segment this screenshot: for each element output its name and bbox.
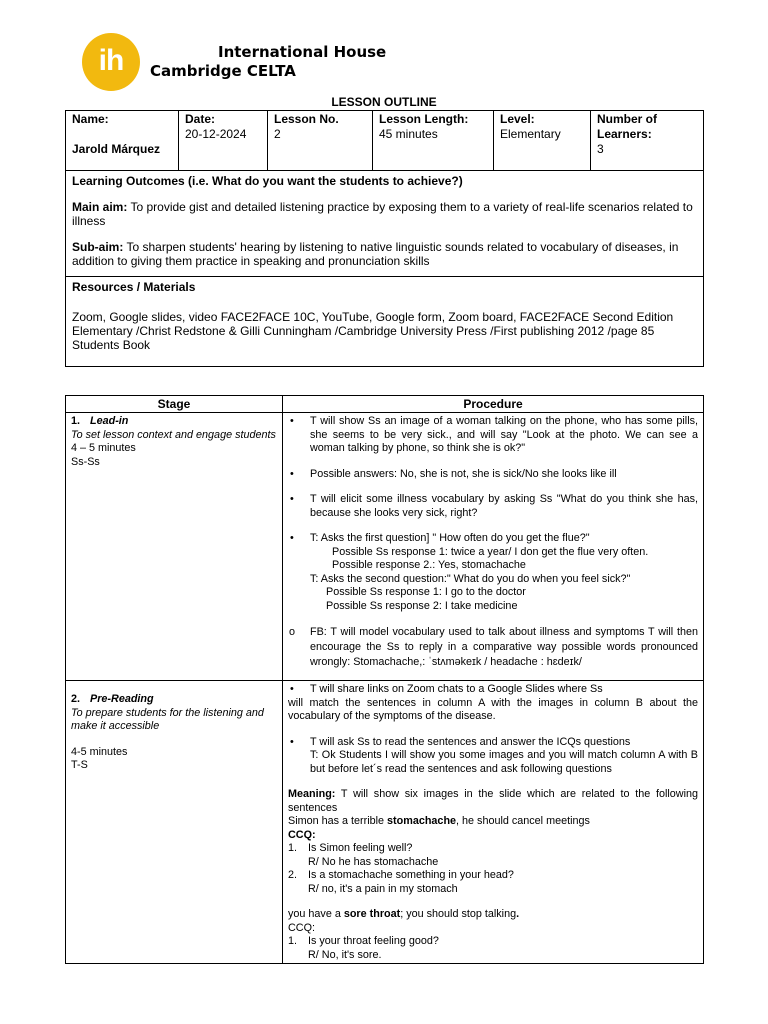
main-aim-label: Main aim: <box>72 200 128 214</box>
ccq-number: 1. <box>288 842 298 854</box>
lesson-no-cell <box>268 111 373 171</box>
stage-number: 2. <box>71 693 81 705</box>
stage-time: 4 – 5 minutes <box>71 442 136 454</box>
sentence-text: you have a <box>288 908 344 920</box>
ccq-answer: R/ no, it's a pain in my stomach <box>308 882 458 895</box>
sentence-text: Simon has a terrible <box>288 815 388 827</box>
ccq-question <box>288 842 698 856</box>
learners-value: 3 <box>597 142 604 156</box>
stage-title-lead-in <box>71 415 277 429</box>
response-line: Possible Ss response 2: I take medicine <box>326 599 518 612</box>
stage-title-pre-reading <box>71 693 277 707</box>
response-line: Possible Ss response 1: I go to the doctor <box>326 586 526 598</box>
meaning-label: Meaning: <box>288 788 336 800</box>
resources-text: Zoom, Google slides, video FACE2FACE 10C, YouTube, Google form, Zoom board, FACE2FACE Second Edition Elementary /Christ Redstone & Gilli Cunningham /Cambridge University Press /First publishing 2012 /page 85 Students Book <box>72 310 674 352</box>
sub-aim-text: To sharpen students' hearing by listening to native linguistic sounds related to vocabulary of diseases, in addition to giving them practice in speaking and pronunciation skills <box>72 240 679 268</box>
meaning-paragraph <box>288 788 698 815</box>
example-sentence <box>288 908 698 922</box>
level-label: Level: <box>500 112 535 126</box>
stage-number: 1. <box>71 415 81 427</box>
stage-description: To prepare students for the listening and make it accessible <box>71 706 264 732</box>
stage-cell-pre-reading <box>66 681 283 964</box>
response-line: Possible Ss response 1: twice a year/ I don get the flue very often. <box>332 545 649 558</box>
stage-row-pre-reading <box>66 681 704 964</box>
sentence-text: , he should cancel meetings <box>456 815 590 827</box>
procedure-cell-pre-reading <box>283 681 704 964</box>
sentence-end: . <box>516 908 520 920</box>
lesson-outline-title: LESSON OUTLINE <box>331 95 437 109</box>
sub-aim <box>72 240 697 268</box>
ccq-number: 1. <box>288 935 298 947</box>
ccq-question <box>288 869 698 883</box>
ccq-question-text: Is your throat feeling good? <box>308 935 439 947</box>
feedback-item: o FB: T will model vocabulary used to talk about illness and symptoms T will then encourage the Ss to reply in a comparative way possible words pronounced wrongly: Stomachache,: ˈstʌməkeɪk / headache : hɛdeɪk/ <box>288 625 698 670</box>
level-cell <box>494 111 591 171</box>
procedure-item <box>288 532 698 613</box>
procedure-item: • T will elicit some illness vocabulary by asking Ss "What do you think she has, because she looks very sick, right? <box>288 493 698 520</box>
name-value: Jarold Márquez <box>72 142 161 156</box>
ccq-number: 2. <box>288 869 298 881</box>
target-word: stomachache <box>387 815 457 827</box>
response-line: Possible response 2.: Yes, stomachache <box>332 559 526 571</box>
date-value: 20-12-2024 <box>185 127 247 141</box>
lesson-length-cell <box>373 111 494 171</box>
lesson-length-label: Lesson Length: <box>379 112 469 126</box>
ccq-label: CCQ: <box>288 921 315 934</box>
example-sentence <box>288 815 698 829</box>
procedure-item: • Possible answers: No, she is not, she is sick/No she looks like ill <box>288 468 698 482</box>
resources-section <box>66 277 704 367</box>
stage-interaction: T-S <box>71 759 88 771</box>
name-label: Name: <box>72 112 109 126</box>
date-label: Date: <box>185 112 216 126</box>
meaning-text: T will show six images in the slide which are related to the following sentences <box>288 788 698 814</box>
lesson-no-value: 2 <box>274 127 281 141</box>
main-aim <box>72 200 697 228</box>
ccq-label: CCQ: <box>288 828 316 841</box>
ccq-question-text: Is Simon feeling well? <box>308 842 413 854</box>
stage-description: To set lesson context and engage students <box>71 428 276 441</box>
sub-aim-label: Sub-aim: <box>72 240 124 254</box>
ih-logo: ih <box>82 33 140 91</box>
resources-heading: Resources / Materials <box>72 280 196 294</box>
question-line: • T: Asks the first question] " How often do you get the flue?" <box>310 532 590 544</box>
stage-name: Lead-in <box>90 415 129 427</box>
question-line: T: Asks the second question:" What do you do when you feel sick?" <box>310 572 631 585</box>
org-name-line1: International House <box>218 43 387 61</box>
procedure-item: • T will share links on Zoom chats to a Google Slides where Ss <box>288 683 698 697</box>
date-cell <box>179 111 268 171</box>
stage-time: 4-5 minutes <box>71 745 128 758</box>
ccq-question-text: Is a stomachache something in your head? <box>308 869 514 881</box>
stage-cell-lead-in <box>66 413 283 681</box>
procedure-column-header: Procedure <box>283 396 704 413</box>
procedure-cell-lead-in <box>283 413 704 681</box>
main-aim-text: To provide gist and detailed listening practice by exposing them to a variety of real-life scenarios related to illness <box>72 200 693 228</box>
stage-column-header: Stage <box>66 396 283 413</box>
procedure-item: • T will show Ss an image of a woman talking on the phone, who has some pills, she seems to be very sick., and will say "Look at the photo. We can see a woman talking by phone, so think she is ok?" <box>288 415 698 456</box>
level-value: Elementary <box>500 127 561 141</box>
ccq-answer: R/ No he has stomachache <box>308 855 439 868</box>
sentence-text: ; you should stop talking <box>400 908 517 920</box>
learning-outcomes-section <box>66 171 704 277</box>
ccq-question <box>288 935 698 949</box>
lesson-outline-table <box>65 110 704 367</box>
learning-outcomes-heading: Learning Outcomes (i.e. What do you want the students to achieve?) <box>72 174 463 188</box>
ccq-answer: R/ No, it's sore. <box>308 948 382 961</box>
page-header <box>82 30 482 90</box>
stage-name: Pre-Reading <box>90 693 154 705</box>
name-cell <box>66 111 179 171</box>
org-name-line2: Cambridge CELTA <box>150 62 296 80</box>
procedure-item-continuation: will match the sentences in column A with the images in column B about the vocabulary of the symptoms of the disease. <box>288 696 698 722</box>
learners-cell <box>591 111 704 171</box>
stage-row-lead-in <box>66 413 704 681</box>
procedure-item-continuation: T: Ok Students I will show you some images and you will match column A with B but before let´s read the sentences and ask following questions <box>310 749 698 775</box>
target-word: sore throat <box>343 908 401 920</box>
stage-interaction: Ss-Ss <box>71 455 100 468</box>
procedure-table <box>65 395 704 964</box>
procedure-item: • T will ask Ss to read the sentences and answer the ICQs questions <box>288 736 698 750</box>
lesson-no-label: Lesson No. <box>274 112 339 126</box>
learners-label: Number of Learners: <box>597 112 657 141</box>
lesson-length-value: 45 minutes <box>379 127 438 141</box>
